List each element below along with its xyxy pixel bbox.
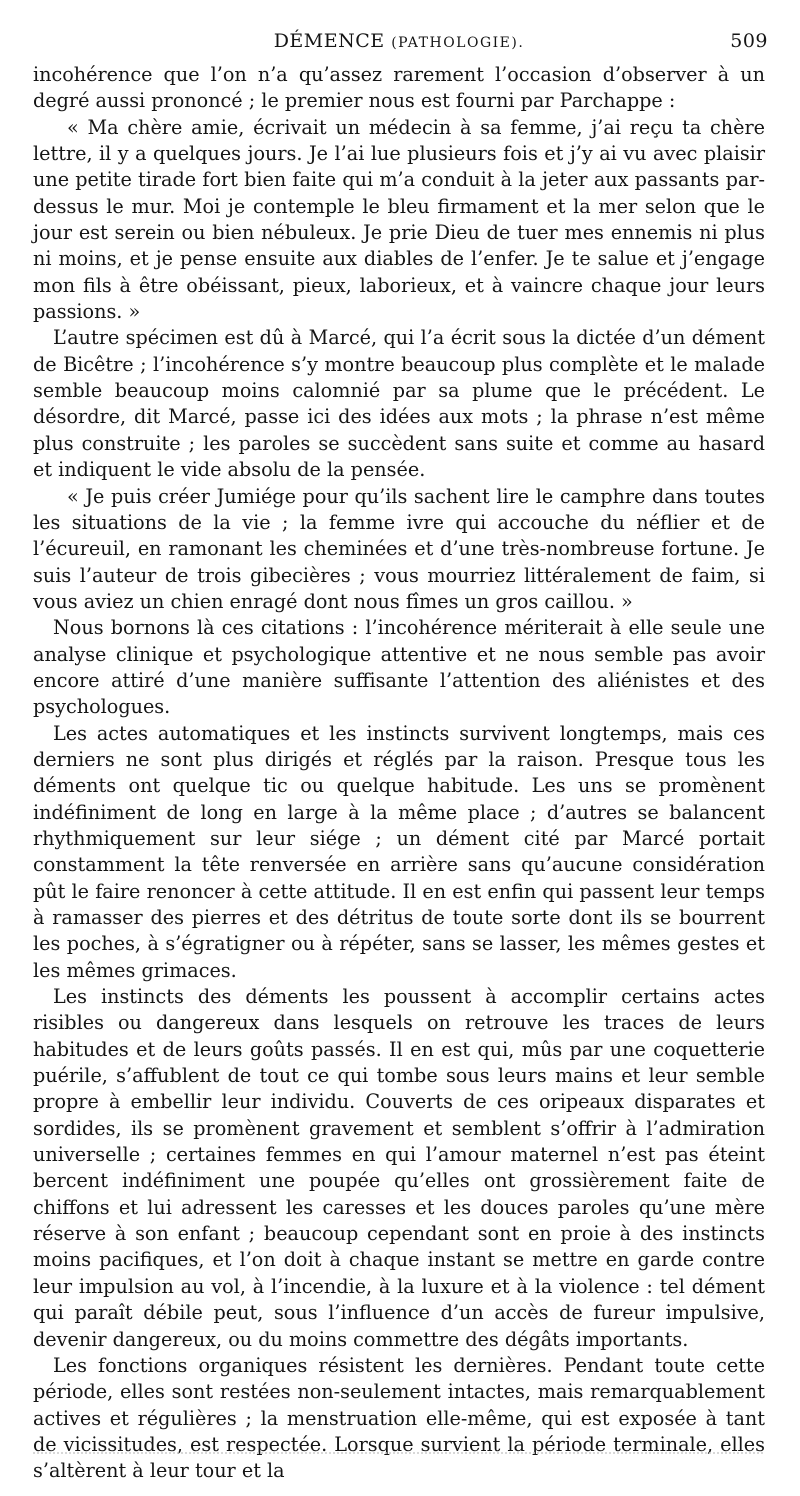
- body-paragraph: Les instincts des déments les poussent à accomplir certains actes risibles ou dangereux dans lesquels on retrouve les traces de leurs habitudes et de leurs goûts passés. Il en est qui, mûs par une coquetterie puérile, s’affublent de tout ce qui tombe sous leurs mains et leur semble propre à embellir leur individu. Couverts de ces oripeaux disparates et sordides, ils se promènent gravement et semblent s’offrir à l’admiration universelle ; certaines femmes en qui l’amour maternel n’est pas éteint bercent indéfiniment une poupée qu’elles ont grossièrement faite de chiffons et lui adressent les caresses et les douces paroles qu’une mère réserve à son enfant ; beaucoup cependant sont en proie à des instincts moins pacifiques, et l’on doit à chaque instant se mettre en garde contre leur impulsion au vol, à l’incendie, à la luxure et à la violence : tel dément qui paraît débile peut, sous l’influence d’un accès de fureur impulsive, devenir dangereux, ou du moins commettre des dégâts importants.: [33, 985, 765, 1351]
- running-title-subtitle: (PATHOLOGIE).: [391, 35, 525, 51]
- footer-scan-artifact: [33, 1452, 763, 1460]
- paragraph-continuation: incohérence que l’on n’a qu’assez rarement l’occasion d’observer à un degré aussi prononcé ; le premier nous est fourni par Parchappe :: [33, 63, 765, 113]
- quote-paragraph: « Ma chère amie, écrivait un médecin à sa femme, j’ai reçu ta chère lettre, il y a quelques jours. Je l’ai lue plusieurs fois et j’y ai vu avec plaisir une petite tirade fort bien faite qui m’a conduit à la jeter aux passants par-dessus le mur. Moi je contemple le bleu firmament et la mer selon que le jour est serein ou bien nébuleux. Je prie Dieu de tuer mes ennemis ni plus ni moins, et je pense ensuite aux diables de l’enfer. Je te salue et j’engage mon fils à être obéissant, pieux, laborieux, et à vaincre chaque jour leurs passions. »: [33, 115, 765, 324]
- body-paragraph: Les fonctions organiques résistent les dernières. Pendant toute cette période, elles sont restées non-seulement intactes, mais remarquablement actives et régulières ; la menstruation elle-même, qui est exposée à tant de vicissitudes, est respectée. Lorsque survient la période terminale, elles s’altèrent à leur tour et la: [33, 1353, 765, 1483]
- quote-paragraph: « Je puis créer Jumiége pour qu’ils sachent lire le camphre dans toutes les situations de la vie ; la femme ivre qui accouche du néflier et de l’écureuil, en ramonant les cheminées et d’une très-nombreuse fortune. Je suis l’auteur de trois gibecières ; vous mourriez littéralement de faim, si vous aviez un chien enragé dont nous fîmes un gros caillou. »: [33, 484, 765, 613]
- book-page: [33, 28, 768, 1485]
- running-title: [33, 30, 765, 52]
- body-paragraph: Les actes automatiques et les instincts survivent longtemps, mais ces derniers ne sont plus dirigés et réglés par la raison. Presque tous les déments ont quelque tic ou quelque habitude. Les uns se promènent indéfiniment de long en large à la même place ; d’autres se balancent rhythmiquement sur leur siége ; un dément cité par Marcé portait constamment la tête renversée en arrière sans qu’aucune considération pût le faire renoncer à cette attitude. Il en est enfin qui passent leur temps à ramasser des pierres et des détritus de toute sorte dont ils se bourrent les poches, à s’égratigner ou à répéter, sans se lasser, les mêmes gestes et les mêmes grimaces.: [33, 721, 765, 982]
- running-title-main: DÉMENCE: [273, 30, 385, 52]
- body-paragraph: L’autre spécimen est dû à Marcé, qui l’a écrit sous la dictée d’un dément de Bicêtre ; l’incohérence s’y montre beaucoup plus complète et le malade semble beaucoup moins calomnié par sa plume que le précédent. Le désordre, dit Marcé, passe ici des idées aux mots ; la phrase n’est même plus construite ; les paroles se succèdent sans suite et comme au hasard et indiquent le vide absolu de la pensée.: [33, 326, 765, 482]
- running-head: [33, 28, 768, 62]
- body-paragraph: Nous bornons là ces citations : l’incohérence mériterait à elle seule une analyse clinique et psychologique attentive et ne nous semble pas avoir encore attiré d’une manière suffisante l’attention des aliénistes et des psychologues.: [33, 616, 765, 719]
- body-text: [33, 62, 765, 1485]
- page-number: 509: [730, 30, 768, 52]
